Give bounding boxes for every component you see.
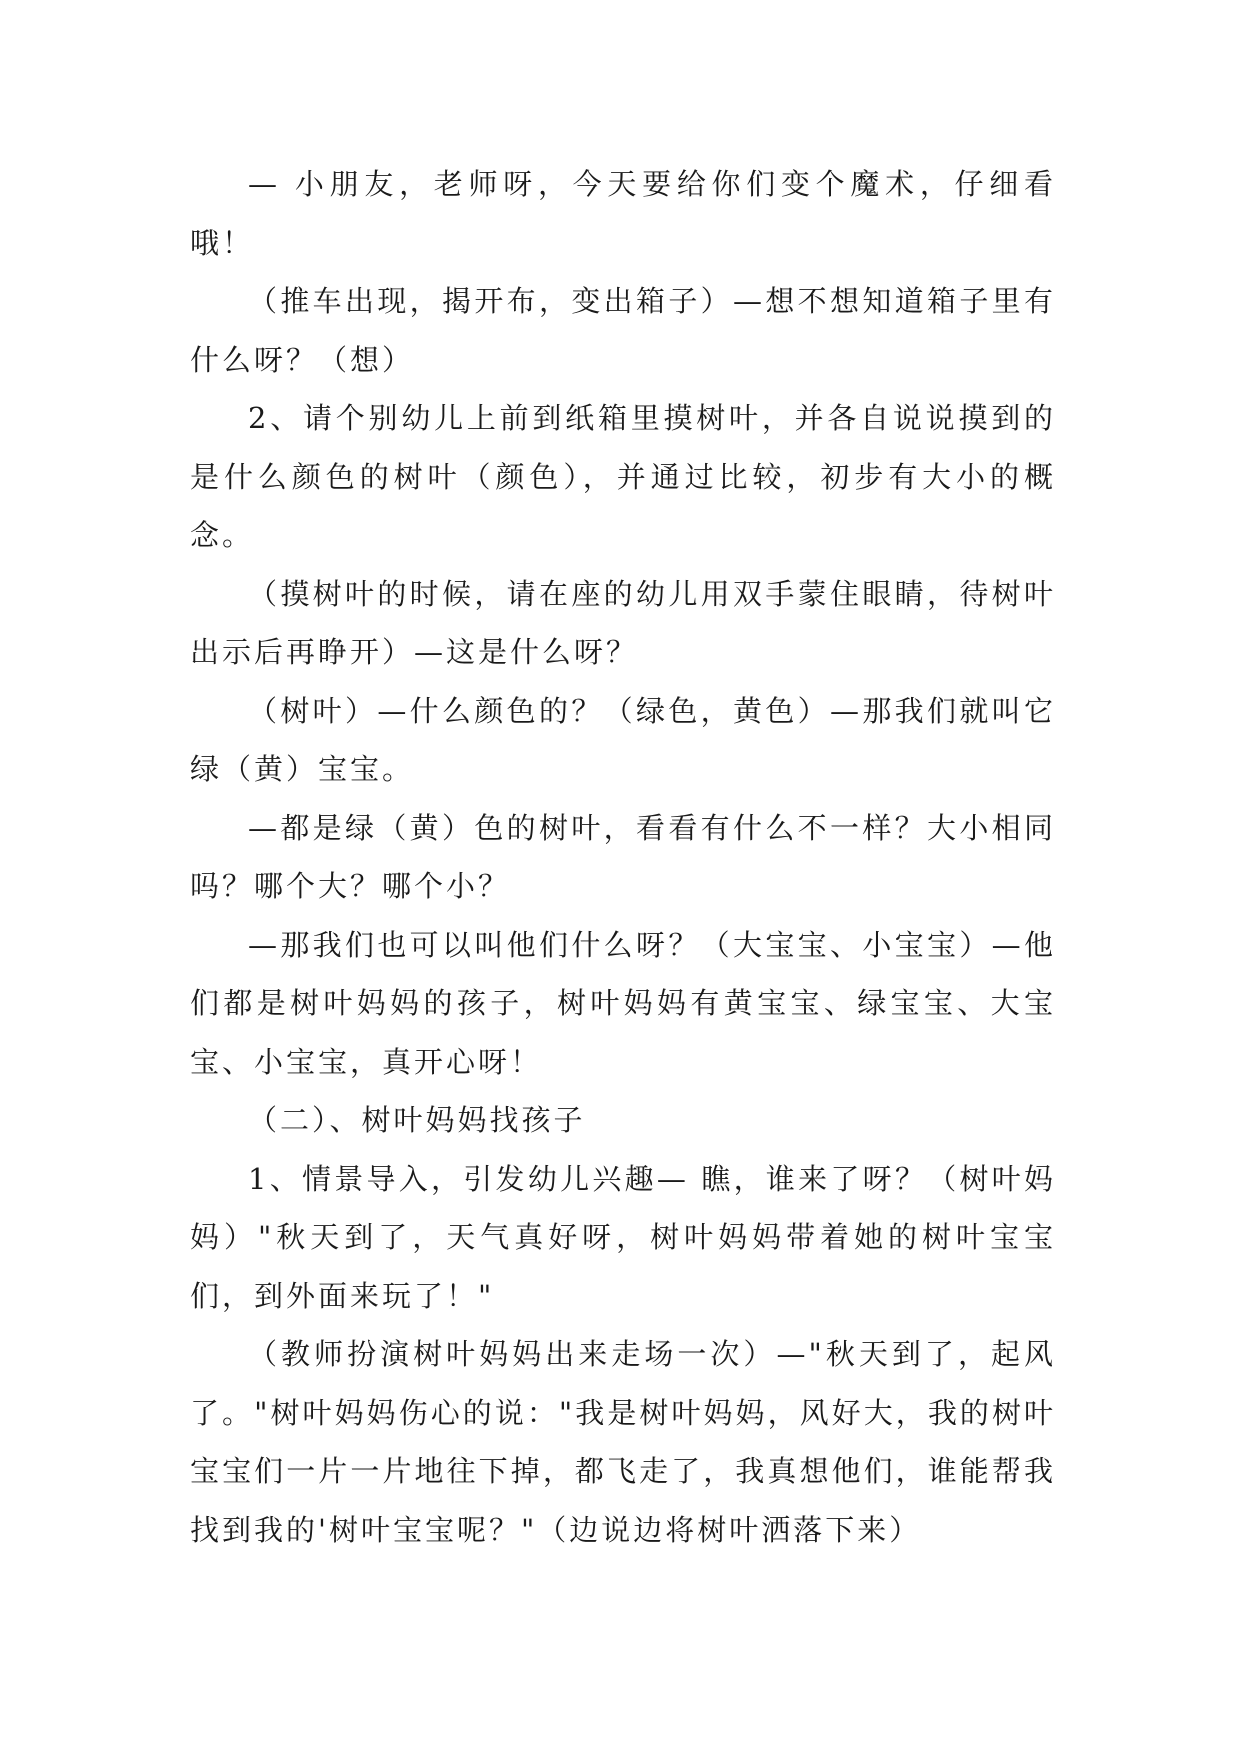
paragraph-intro-magic: — 小朋友，老师呀，今天要给你们变个魔术，仔细看哦！ — [190, 167, 1056, 260]
paragraph-box-reveal: （推车出现，揭开布，变出箱子）—想不想知道箱子里有什么呀？（想） — [190, 284, 1056, 377]
paragraph-touch-leaves: 2、请个别幼儿上前到纸箱里摸树叶，并各自说说摸到的是什么颜色的树叶（颜色），并通过比较，初步有大小的概念。 — [190, 401, 1056, 552]
paragraph-mother-leaf-story: （教师扮演树叶妈妈出来走场一次）—"秋天到了，起风了。"树叶妈妈伤心的说："我是树叶妈妈，风好大，我的树叶宝宝们一片一片地往下掉，都飞走了，我真想他们，谁能帮我找到我的'树叶宝宝呢？"（边说边将树叶洒落下来） — [190, 1337, 1056, 1547]
document-body — [190, 155, 1056, 1559]
section-heading-find-children: （二）、树叶妈妈找孩子 — [248, 1103, 586, 1137]
paragraph-compare-size: —都是绿（黄）色的树叶，看看有什么不一样？大小相同吗？哪个大？哪个小？ — [190, 810, 1056, 903]
paragraph-cover-eyes: （摸树叶的时候，请在座的幼儿用双手蒙住眼睛，待树叶出示后再睁开）—这是什么呀？ — [190, 576, 1056, 669]
paragraph-scene-intro: 1、情景导入，引发幼儿兴趣— 瞧，谁来了呀？（树叶妈妈）"秋天到了，天气真好呀，树叶妈妈带着她的树叶宝宝们，到外面来玩了！" — [190, 1161, 1056, 1313]
paragraph-leaf-colors: （树叶）—什么颜色的？（绿色，黄色）—那我们就叫它绿（黄）宝宝。 — [190, 693, 1056, 786]
paragraph-leaf-babies: —那我们也可以叫他们什么呀？（大宝宝、小宝宝）—他们都是树叶妈妈的孩子，树叶妈妈有黄宝宝、绿宝宝、大宝宝、小宝宝，真开心呀！ — [190, 927, 1056, 1079]
